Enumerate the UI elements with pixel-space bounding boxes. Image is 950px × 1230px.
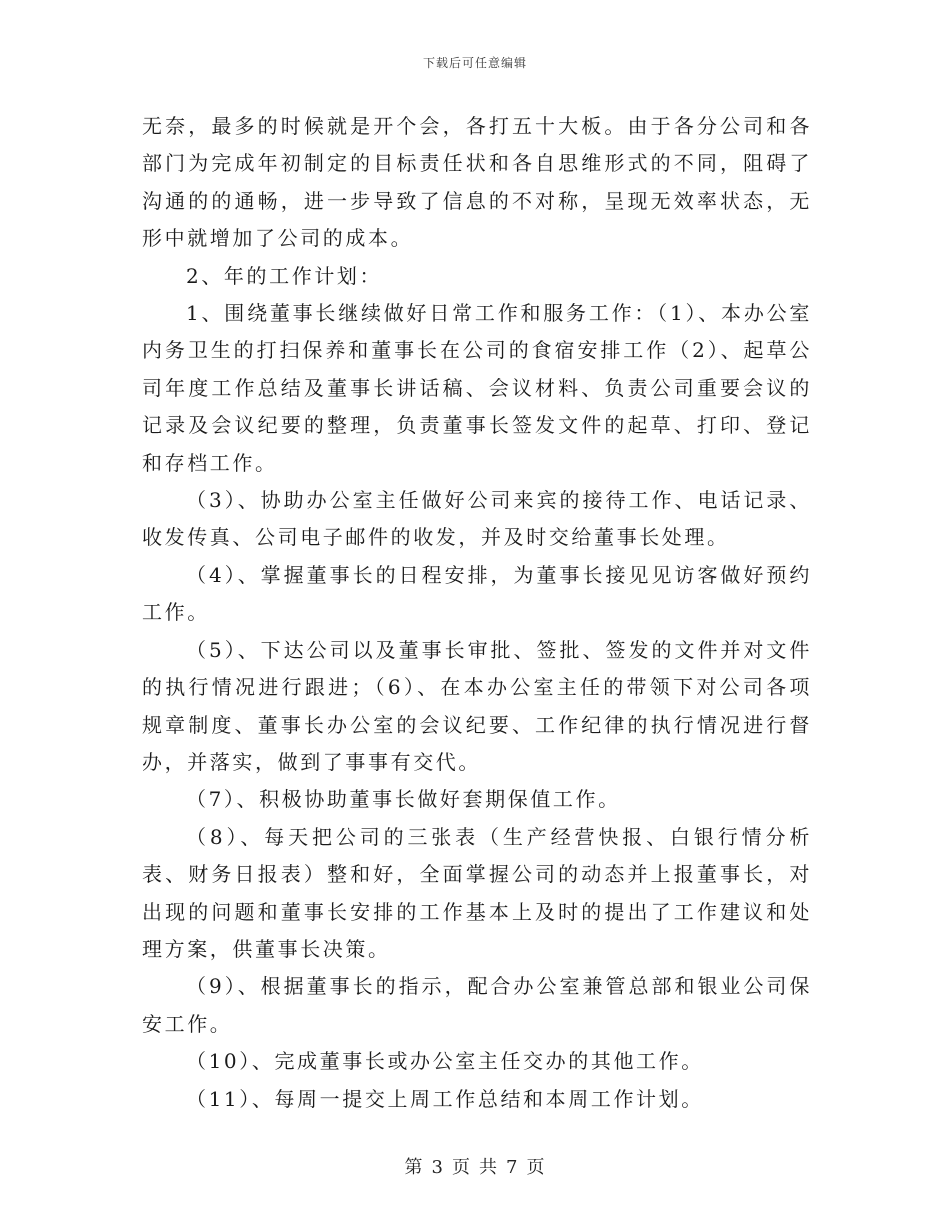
page-label-mid: 页 <box>452 1157 471 1178</box>
paragraph-9: （9）、根据董事长的指示，配合办公室兼管总部和银业公司保安工作。 <box>142 974 812 1036</box>
paragraph-11: （11）、每周一提交上周工作总结和本周工作计划。 <box>186 1086 704 1111</box>
paragraph-10: （10）、完成董事长或办公室主任交办的其他工作。 <box>186 1049 704 1074</box>
paragraph-3: 1、围绕董事长继续做好日常工作和服务工作：（1）、本办公室内务卫生的打扫保养和董事长在公司的食宿安排工作（2）、起草公司年度工作总结及董事长讲话稿、会议材料、负责公司重要会议的记录及会议纪要的整理，负责董事长签发文件的起草、打印、登记和存档工作。 <box>142 301 812 475</box>
document-body <box>142 108 812 1118</box>
page-header: 下载后可任意编辑 <box>422 56 527 70</box>
total-pages-number: 7 <box>506 1157 519 1178</box>
paragraph-8: （8）、每天把公司的三张表（生产经营快报、白银行情分析表、财务日报表）整和好，全面掌握公司的动态并上报董事长，对出现的问题和董事长安排的工作基本上及时的提出了工作建议和处理方案，供董事长决策。 <box>142 824 812 961</box>
paragraph-1: 无奈，最多的时候就是开个会，各打五十大板。由于各分公司和各部门为完成年初制定的目标责任状和各自思维形式的不同，阻碍了沟通的的通畅，进一步导致了信息的不对称，呈现无效率状态，无形中就增加了公司的成本。 <box>142 114 812 251</box>
page-label-suffix: 页 <box>526 1157 546 1178</box>
paragraph-2: 2、年的工作计划： <box>186 263 383 288</box>
current-page-number: 3 <box>431 1157 444 1178</box>
total-label: 共 <box>479 1157 498 1178</box>
page-label-prefix: 第 <box>404 1157 424 1178</box>
paragraph-7: （7）、积极协助董事长做好套期保值工作。 <box>186 787 621 812</box>
paragraph-4: （3）、协助办公室主任做好公司来宾的接待工作、电话记录、收发传真、公司电子邮件的收发，并及时交给董事长处理。 <box>142 488 812 550</box>
page-footer <box>0 1153 950 1179</box>
paragraph-5: （4）、掌握董事长的日程安排，为董事长接见见访客做好预约工作。 <box>142 562 812 625</box>
paragraph-6: （5）、下达公司以及董事长审批、签批、签发的文件并对文件的执行情况进行跟进；（6）、在本办公室主任的带领下对公司各项规章制度、董事长办公室的会议纪要、工作纪律的执行情况进行督办，并落实，做到了事事有交代。 <box>142 637 812 774</box>
